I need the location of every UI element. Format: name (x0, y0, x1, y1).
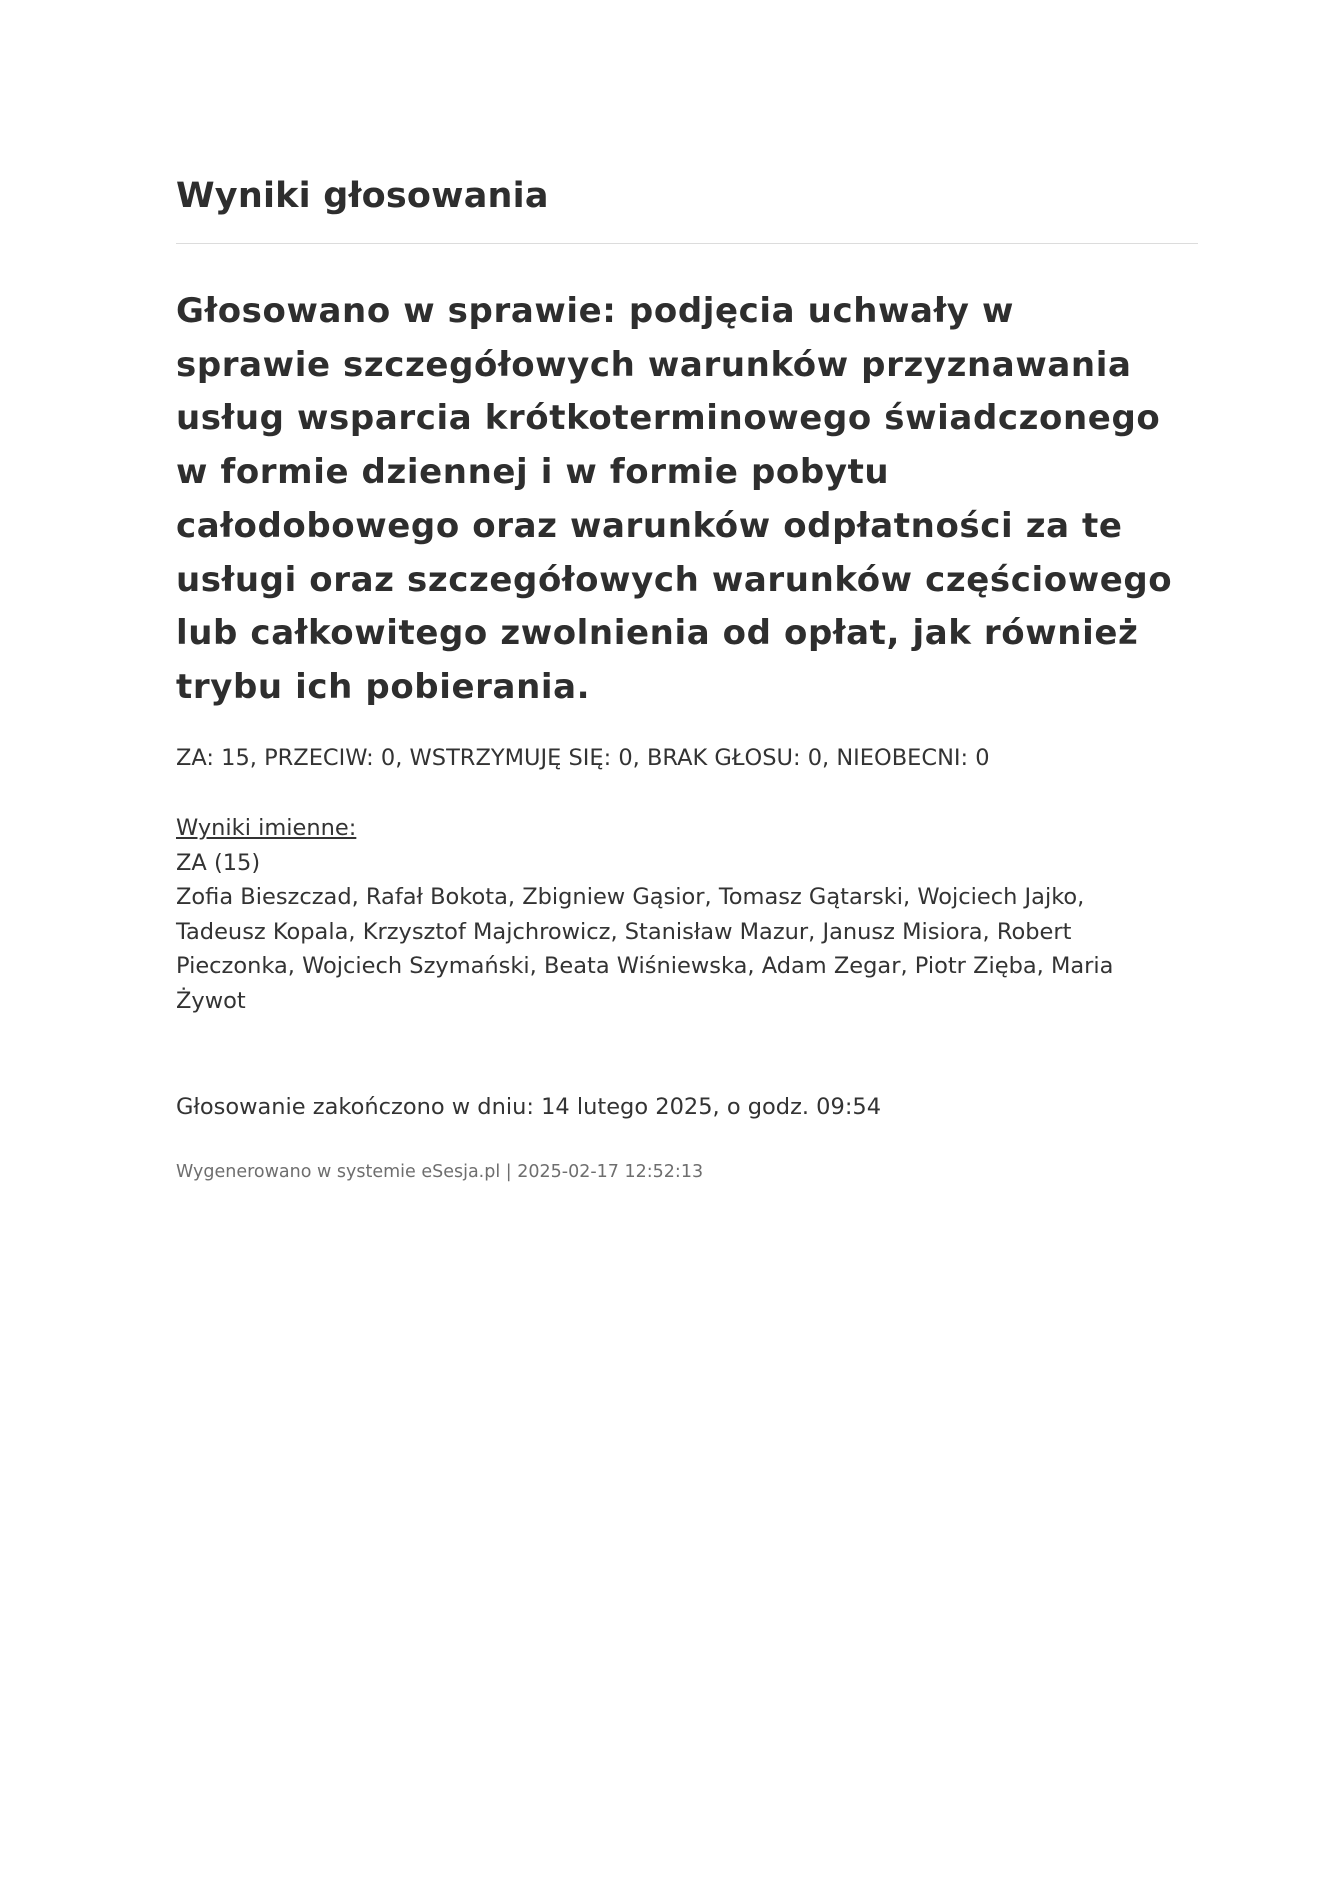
voter-names-list: Zofia Bieszczad, Rafał Bokota, Zbigniew Gąsior, Tomasz Gątarski, Wojciech Jajko, Tadeusz Kopala, Krzysztof Majchrowicz, Stanisław Mazur, Janusz Misiora, Robert Pieczonka, Wojciech Szymański, Beata Wiśniewska, Adam Zegar, Piotr Zięba, Maria Żywot (176, 884, 1114, 1014)
vote-subject: Głosowano w sprawie: podjęcia uchwały w sprawie szczegółowych warunków przyznawania usług wsparcia krótkoterminowego świadczonego w formie dziennej i w formie pobytu całodobowego oraz warunków odpłatności za te usługi oraz szczegółowych warunków częściowego lub całkowitego zwolnienia od opłat, jak również trybu ich pobierania. (176, 291, 1173, 707)
title-divider (176, 243, 1198, 244)
page-title: Wyniki głosowania (176, 176, 549, 216)
vote-closed-timestamp: Głosowanie zakończono w dniu: 14 lutego 2025, o godz. 09:54 (176, 1094, 882, 1120)
generated-footer: Wygenerowano w systemie eSesja.pl | 2025-02-17 12:52:13 (176, 1162, 704, 1182)
named-results-heading: Wyniki imienne: (176, 815, 357, 841)
vote-group-label: ZA (15) (176, 849, 261, 876)
vote-summary: ZA: 15, PRZECIW: 0, WSTRZYMUJĘ SIĘ: 0, BRAK GŁOSU: 0, NIEOBECNI: 0 (176, 745, 990, 771)
named-results-section (176, 811, 1176, 1018)
